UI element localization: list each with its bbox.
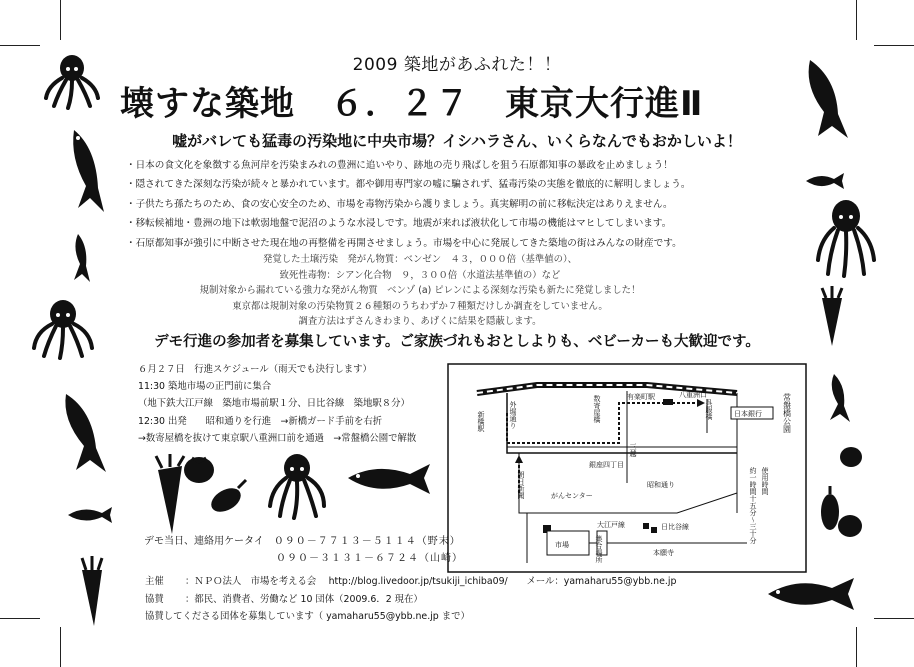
station-marker (651, 527, 657, 533)
octopus-icon (814, 196, 878, 280)
pollution-line: 調査方法はずさんきわまり、あげくに結果を隠蔽します。 (298, 316, 542, 328)
page-title: 壊すな築地 ６．２７ 東京大行進Ⅱ (120, 84, 704, 124)
map-label-yaesu: 八重洲口 (679, 391, 707, 399)
schedule-line: 11:30 築地市場の正門前に集合 (138, 381, 272, 393)
map-label-ginza4: 銀座四丁目 (589, 461, 624, 469)
fish-icon (804, 170, 846, 192)
route-map (447, 363, 807, 573)
map-label-oedo-line: 大江戸線 (597, 521, 625, 529)
phone-number[interactable]: ０９０－７７１３－５１１４（野末） (273, 536, 461, 547)
crop-mark (60, 0, 61, 40)
crop-mark (856, 627, 857, 667)
eggplant-icon (208, 476, 248, 516)
bullet-item: ・日本の食文化を象徴する魚河岸を汚染まみれの豊洲に追いやり、跡地の売り飛ばしを狙う石原都知事の暴政を止めましょう！ (126, 160, 673, 171)
pollution-line: 規制対象から漏れている強力な発がん物質 ベンゾ (a) ピレンによる深刻な汚染も新たに発覚しました！ (199, 285, 641, 297)
octopus-icon (266, 450, 328, 520)
schedule-line: ６月２７日 行進スケジュール（雨天でも決行します） (138, 364, 372, 375)
carrot-icon (76, 556, 108, 628)
bullet-list (126, 156, 806, 253)
crop-mark (856, 0, 857, 40)
map-label-market: 市場 (555, 541, 569, 549)
map-label-bank-of-japan: 日本銀行 (734, 410, 762, 418)
pollution-line: 東京都は規制対象の汚染物質２６種類のうちわずか７種類だけしか調査をしていません。 (232, 300, 608, 312)
fish-icon (66, 503, 114, 527)
footer (145, 573, 676, 626)
map-label-meeting-place: 集合場所 (595, 535, 603, 563)
schedule-line: →数寄屋橋を抜けて東京駅八重洲口前を通過 →常盤橋公園で解散 (138, 432, 417, 444)
pollution-line: 致死性毒物：シアン化合物 ９，３００倍（水道法基準値の）など (279, 269, 561, 281)
phone-number[interactable]: ０９０－３１３１－６７２４（山崎） (276, 553, 463, 564)
map-label-time-range: 約一時間十五分〜三十分 (749, 467, 757, 544)
call-to-action: デモ行進の参加者を募集しています。ご家族づれもおとしよりも、ベビーカーも大歓迎です。 (154, 334, 760, 350)
crop-mark (0, 45, 40, 46)
map-label-gan-center: がんセンター (551, 492, 593, 500)
recruit-text: 協賛してくださる団体を募集しています（ yamaharu55@ybb.ne.jp まで） (145, 611, 470, 623)
bullet-item: ・移転候補地・豊洲の地下は軟弱地盤で泥沼のような水浸しです。地震が来れば液状化して市場の機能はマヒしてしまいます。 (126, 218, 672, 230)
map-label-honganji: 本願寺 (653, 549, 674, 557)
bullet-item: ・石原都知事が強引に中断させた現在地の再整備を再開させましょう。市場を中心に発展してきた築地の街はみんなの財産です。 (126, 237, 682, 249)
map-label-sotobori: 外堀通り (509, 401, 517, 429)
fish-icon (70, 232, 92, 284)
kicker-heading: 2009 築地があふれた！！ (352, 55, 562, 75)
schedule-line: （地下鉄大江戸線 築地市場前駅１分、日比谷線 築地駅８分） (138, 398, 410, 410)
crop-mark (0, 618, 40, 619)
organizer-text: ：ＮＰＯ法人 市場を考える会 http://blog.livedoor.jp/tsukiji_ichiba09/ メール：yamaharu55@ybb.ne.jp (185, 576, 677, 587)
organizer-key: 主催 (145, 576, 164, 587)
contact-block (144, 533, 463, 567)
map-label-hibiya-line: 日比谷線 (661, 523, 689, 531)
schedule (138, 361, 416, 447)
pollution-facts (120, 252, 720, 330)
map-label-yurakucho: 有楽町駅 (627, 393, 655, 401)
map-label-tokiwabashi: 常盤橋公園 (782, 393, 792, 433)
map-label-showa: 昭和通り (647, 481, 675, 489)
support-text: ：都民、消費者、労働など 10 団体（2009.6．2 現在） (185, 593, 423, 605)
map-label-time-note: 使用時間 (761, 467, 769, 495)
fish-icon (766, 574, 856, 616)
map-label-mitsukoshi: 三越 (629, 443, 637, 457)
station-marker (663, 399, 673, 405)
schedule-line: 12:30 出発 昭和通りを行進 →新橋ガード手前を右折 (138, 415, 383, 427)
map-label-asahi: 朝日新聞 (517, 471, 525, 499)
map-label-shinbashi: 新橋駅 (477, 411, 485, 432)
fish-icon (824, 372, 854, 424)
fish-icon (58, 392, 114, 476)
bullet-item: ・子供たち孫たちのため、食の安心安全のため、市場を毒物汚染から護りましょう。真実解明の前に移転決定はありえません。 (126, 198, 673, 210)
contact-label: デモ当日、連絡用ケータイ (144, 536, 264, 547)
tomato-icon (836, 510, 864, 538)
crop-mark (60, 627, 61, 667)
map-label-gofukubashi: 呉服橋 (705, 399, 713, 420)
crop-mark (874, 45, 914, 46)
tomato-icon (838, 442, 864, 468)
crop-mark (874, 618, 914, 619)
subtitle: 嘘がバレても猛毒の汚染地に中央市場？イシハラさん、いくらなんでもおかしいよ！ (172, 132, 742, 150)
support-key: 協賛 (145, 593, 164, 605)
fish-icon (346, 460, 432, 500)
bullet-item: ・隠されてきた深刻な汚染が続々と暴かれています。都や御用専門家の嘘に騙されず、猛毒汚染の実態を徹底的に解明しましょう。 (126, 179, 691, 191)
map-label-sukiyabashi: 数寄屋橋 (593, 395, 601, 423)
pollution-line: 発覚した土壌汚染 発がん物質：ベンゼン ４３，０００倍（基準値の）、 (262, 254, 578, 265)
station-marker (643, 523, 649, 529)
